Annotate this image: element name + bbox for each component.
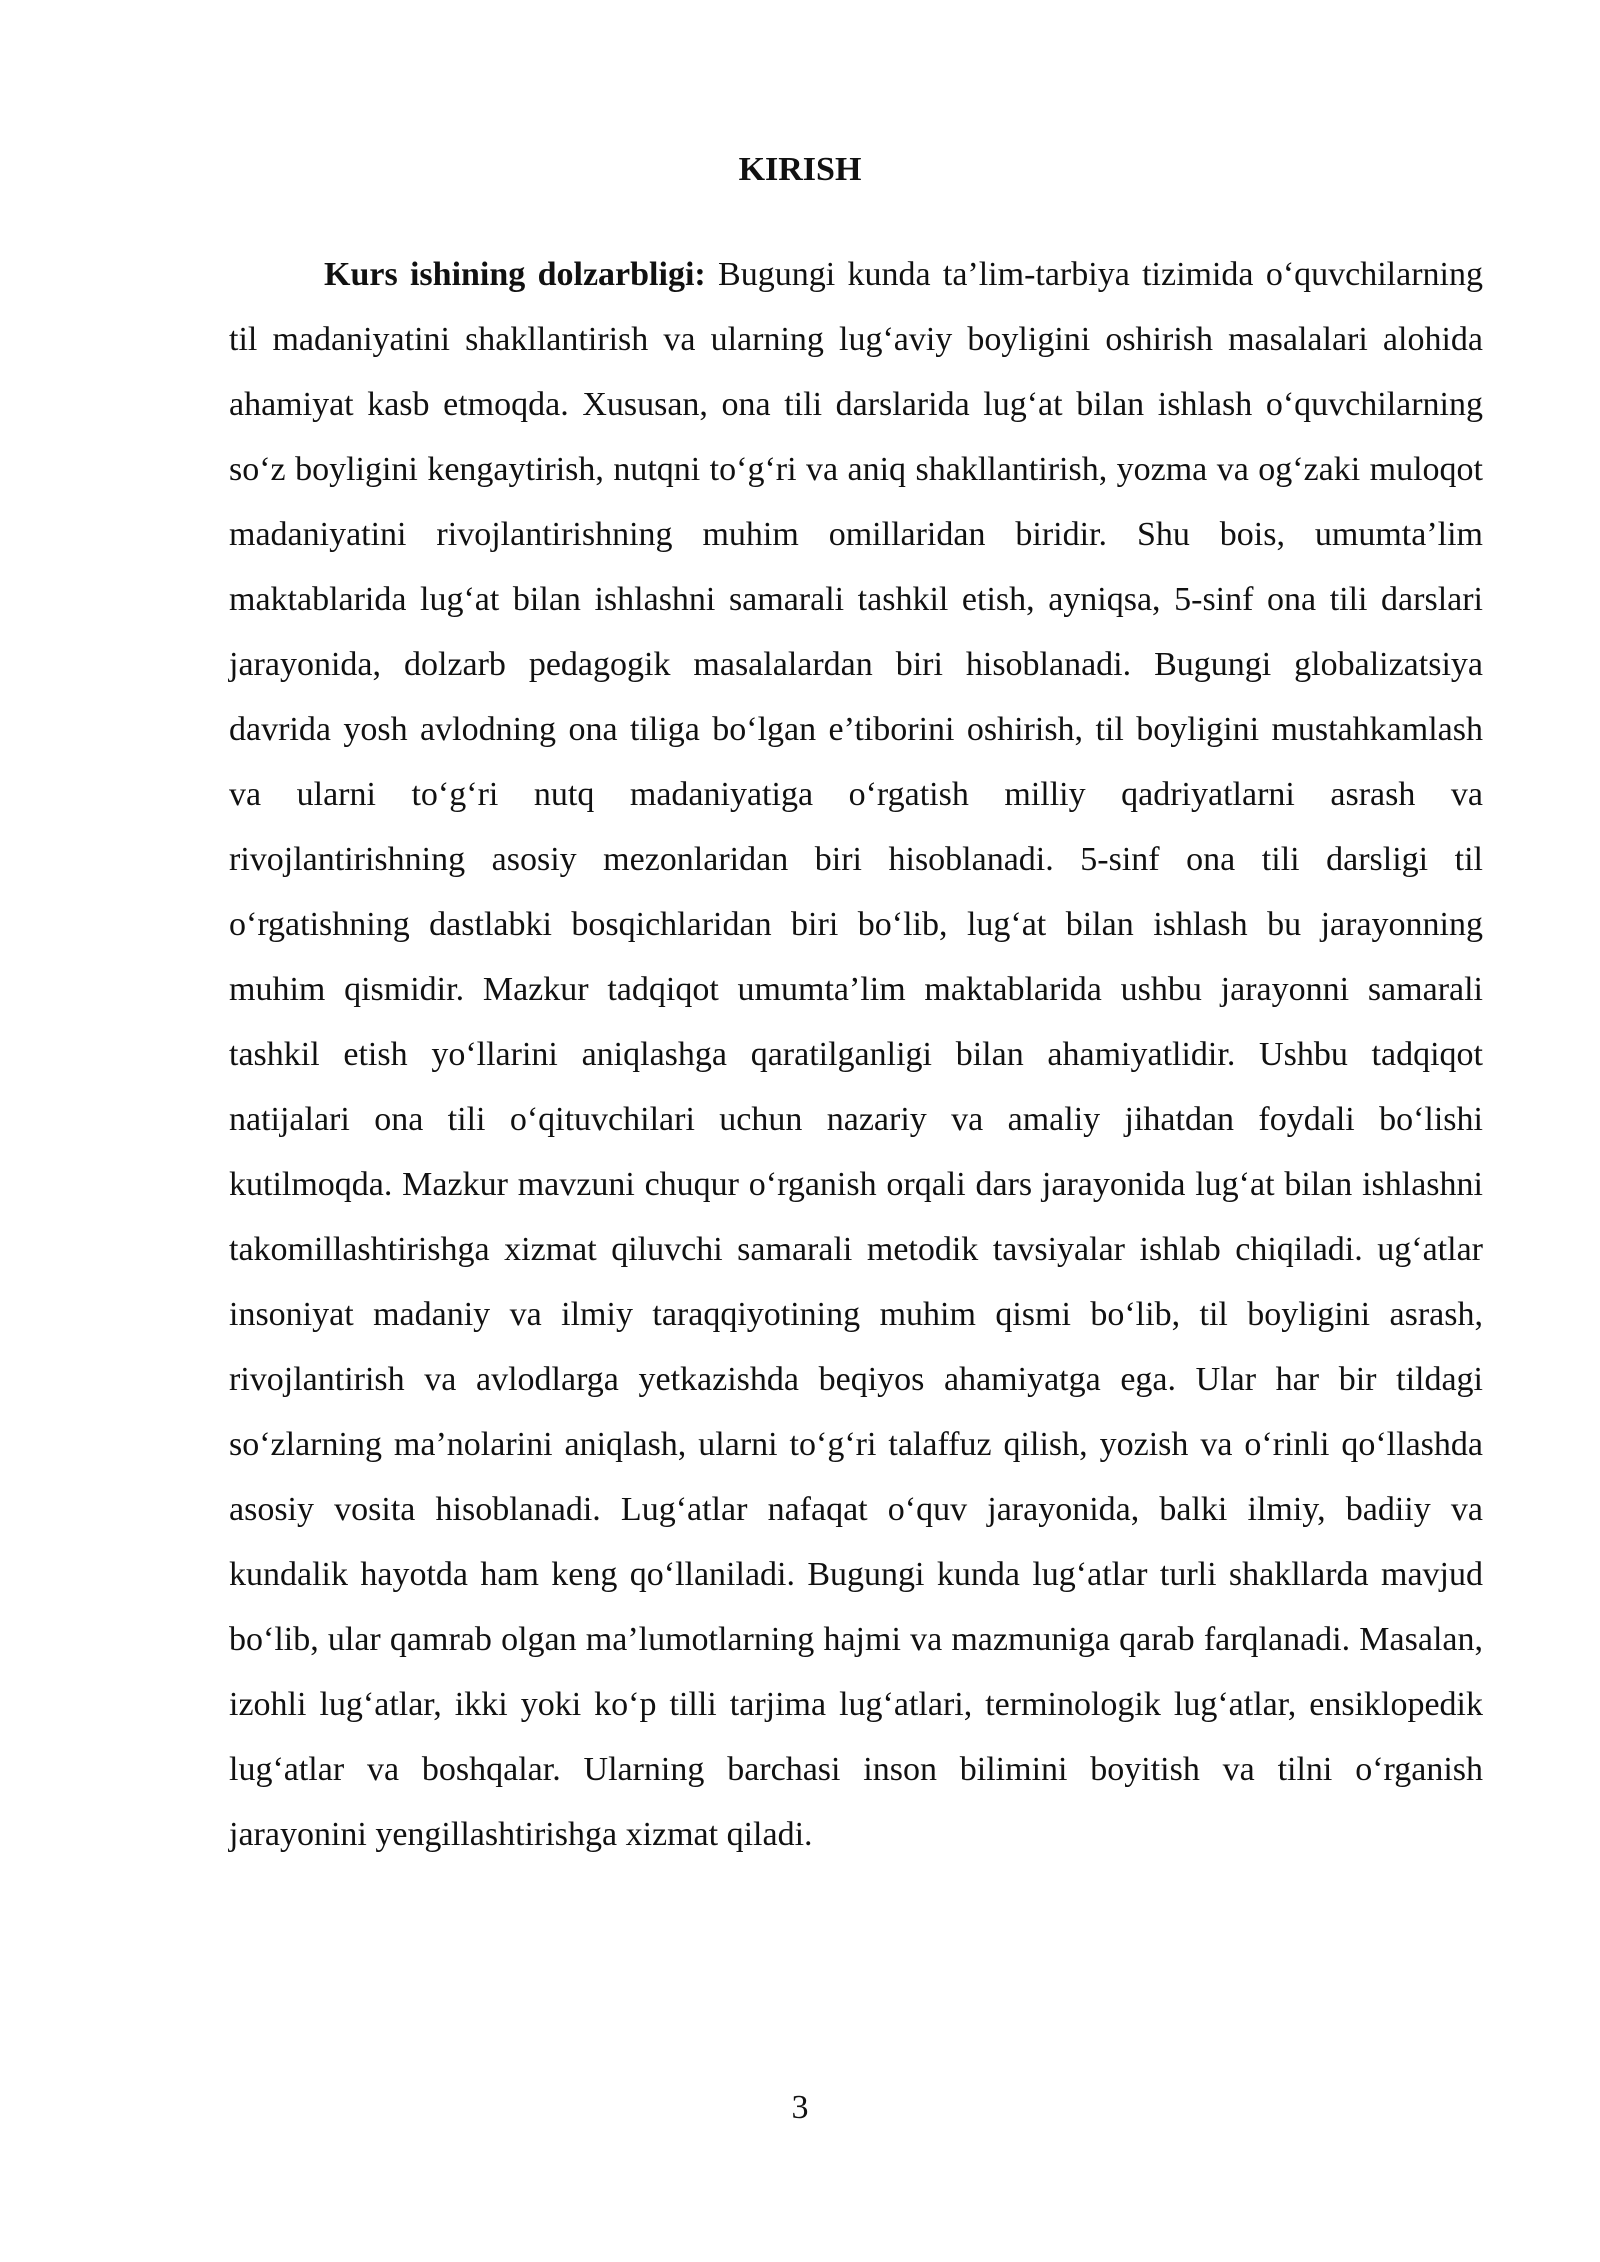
body-paragraph	[229, 242, 1483, 1867]
paragraph-lead: Kurs ishining dolzarbligi:	[324, 256, 706, 293]
section-title: KIRISH	[738, 151, 862, 188]
paragraph-text: Bugungi kunda ta’lim-tarbiya tizimida o‘quvchilarning til madaniyatini shakllantirish va ularning lug‘aviy boyligini oshirish masalalari alohida ahamiyat kasb etmoqda. Xususan, ona tili darslarida lug‘at bilan ishlash o‘quvchilarning so‘z boyligini kengaytirish, nutqni to‘g‘ri va aniq shakllantirish, yozma va og‘zaki muloqot madaniyatini rivojlantirishning muhim omillaridan biridir. Shu bois, umumta’lim maktablarida lug‘at bilan ishlashni samarali tashkil etish, ayniqsa, 5-sinf ona tili darslari jarayonida, dolzarb pedagogik masalalardan biri hisoblanadi. Bugungi globalizatsiya davrida yosh avlodning ona tiliga bo‘lgan e’tiborini oshirish, til boyligini mustahkamlash va ularni to‘g‘ri nutq madaniyatiga o‘rgatish milliy qadriyatlarni asrash va rivojlantirishning asosiy mezonlaridan biri hisoblanadi. 5-sinf ona tili darsligi til o‘rgatishning dastlabki bosqichlaridan biri bo‘lib, lug‘at bilan ishlash bu jarayonning muhim qismidir. Mazkur tadqiqot umumta’lim maktablarida ushbu jarayonni samarali tashkil etish yo‘llarini aniqlashga qaratilganligi bilan ahamiyatlidir. Ushbu tadqiqot natijalari ona tili o‘qituvchilari uchun nazariy va amaliy jihatdan foydali bo‘lishi kutilmoqda. Mazkur mavzuni chuqur o‘rganish orqali dars jarayonida lug‘at bilan ishlashni takomillashtirishga xizmat qiluvchi samarali metodik tavsiyalar ishlab chiqiladi. ug‘atlar insoniyat madaniy va ilmiy taraqqiyotining muhim qismi bo‘lib, til boyligini asrash, rivojlantirish va avlodlarga yetkazishda beqiyos ahamiyatga ega. Ular har bir tildagi so‘zlarning ma’nolarini aniqlash, ularni to‘g‘ri talaffuz qilish, yozish va o‘rinli qo‘llashda asosiy vosita hisoblanadi. Lug‘atlar nafaqat o‘quv jarayonida, balki ilmiy, badiiy va kundalik hayotda ham keng qo‘llaniladi. Bugungi kunda lug‘atlar turli shakllarda mavjud bo‘lib, ular qamrab olgan ma’lumotlarning hajmi va mazmuniga qarab farqlanadi. Masalan, izohli lug‘atlar, ikki yoki ko‘p tilli tarjima lug‘atlari, terminologik lug‘atlar, ensiklopedik lug‘atlar va boshqalar. Ularning barchasi inson bilimini boyitish va tilni o‘rganish jarayonini yengillashtirishga xizmat qiladi.	[229, 256, 1483, 1853]
page-number: 3	[791, 2089, 809, 2126]
